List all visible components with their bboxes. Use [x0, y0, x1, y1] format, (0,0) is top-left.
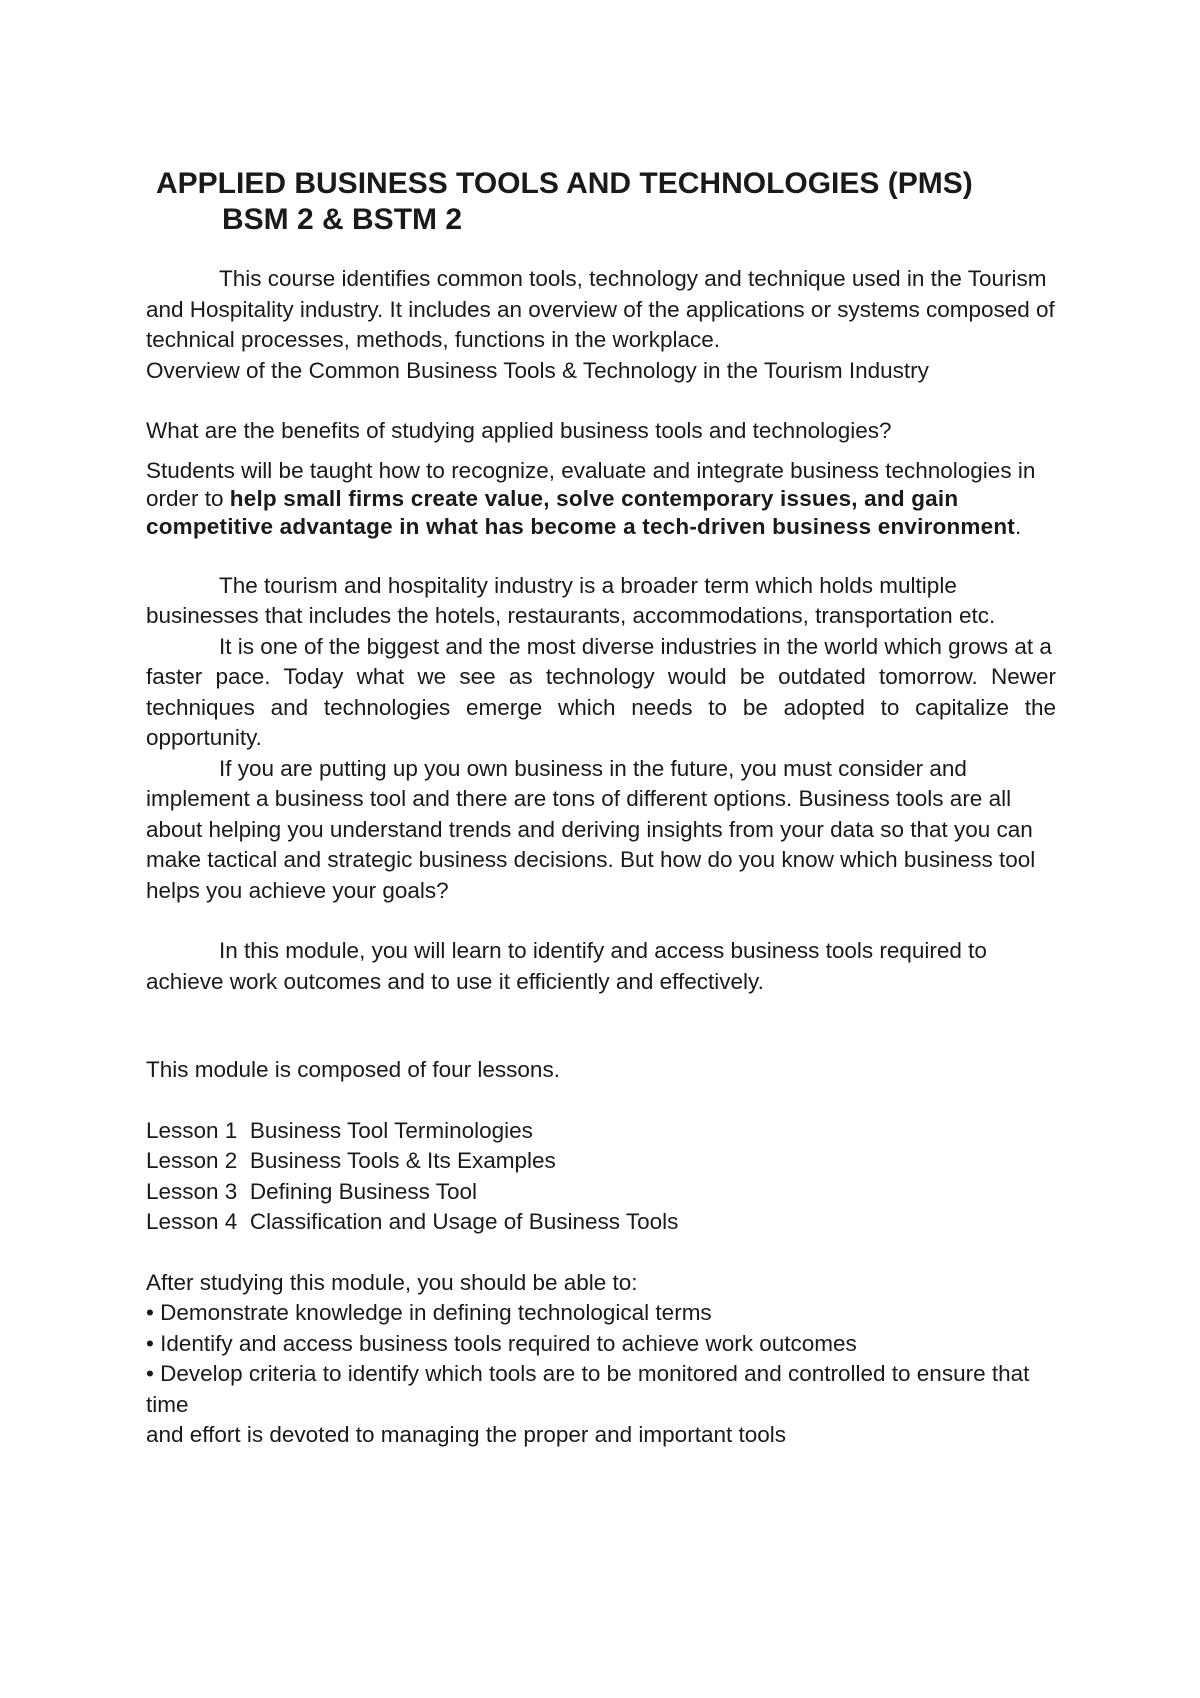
- lesson-list: [146, 1116, 1056, 1238]
- objective-continuation: and effort is devoted to managing the proper and important tools: [146, 1422, 786, 1447]
- benefits-answer: [146, 457, 1056, 541]
- benefits-answer-end: .: [1015, 513, 1022, 539]
- business-tool-paragraph: If you are putting up you own business in the future, you must consider and implement a business tool and there are tons of different options. Business tools are all about helping you understand trends and deriving insights from your data so that you can make tactical and strategic business decisions. But how do you know which business tool helps you achieve your goals?: [146, 755, 1036, 903]
- objectives-list: [146, 1298, 1056, 1451]
- objectives-intro: After studying this module, you should be able to:: [146, 1269, 638, 1295]
- lesson-item: Lesson 2 Business Tools & Its Examples: [146, 1148, 556, 1173]
- overview-line: Overview of the Common Business Tools & Technology in the Tourism Industry: [146, 357, 929, 383]
- document-subtitle: BSM 2 & BSTM 2: [222, 203, 463, 236]
- growth-paragraph-end: faster pace. Today what we see as technology would be outdated tomorrow. Newer techniques and technologies emerge which needs to be adopted to capitalize the opportunity.: [146, 664, 1056, 750]
- industry-paragraph: The tourism and hospitality industry is a broader term which holds multiple businesses that includes the hotels, restaurants, accommodations, transportation etc.: [146, 572, 996, 628]
- objective-item: • Develop criteria to identify which tools are to be monitored and controlled to ensure that time: [146, 1361, 1030, 1417]
- module-purpose-paragraph: In this module, you will learn to identify and access business tools required to achieve work outcomes and to use it efficiently and effectively.: [146, 938, 987, 994]
- lesson-item: Lesson 1 Business Tool Terminologies: [146, 1117, 533, 1143]
- lesson-item: Lesson 4 Classification and Usage of Business Tools: [146, 1209, 679, 1234]
- benefits-answer-text: Students will be taught how to recognize, evaluate and integrate business technologies in order to: [146, 457, 1036, 511]
- module-lessons-intro: This module is composed of four lessons.: [146, 1057, 560, 1082]
- benefits-answer-emphasis: help small firms create value, solve contemporary issues, and gain competitive advantage in what has become a tech-driven business environment: [146, 485, 1015, 539]
- benefits-question: What are the benefits of studying applied business tools and technologies?: [146, 418, 892, 443]
- objective-item: • Identify and access business tools required to achieve work outcomes: [146, 1330, 857, 1356]
- document-content: [146, 166, 1056, 1451]
- course-description: This course identifies common tools, technology and technique used in the Tourism and Hospitality industry. It includes an overview of the applications or systems composed of technical processes, methods, functions in the workplace.: [146, 266, 1055, 352]
- document-title: APPLIED BUSINESS TOOLS AND TECHNOLOGIES (PMS): [156, 167, 973, 200]
- lesson-item: Lesson 3 Defining Business Tool: [146, 1178, 478, 1204]
- growth-paragraph-start: It is one of the biggest and the most diverse industries in the world which grows at a: [219, 633, 1052, 659]
- objective-item: • Demonstrate knowledge in defining technological terms: [146, 1300, 712, 1325]
